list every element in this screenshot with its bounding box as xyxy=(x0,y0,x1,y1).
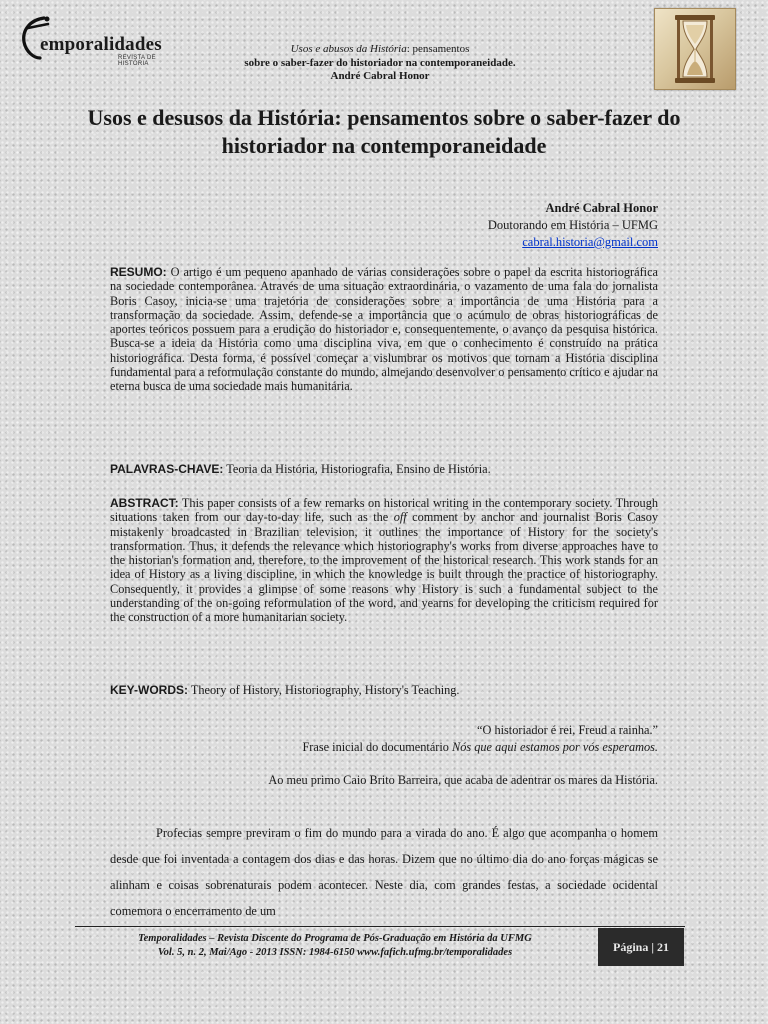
resumo-paragraph xyxy=(110,265,658,394)
running-header-line1 xyxy=(190,43,570,57)
body-paragraph: Profecias sempre previram o fim do mundo para a virada do ano. É algo que acompanha o homem desde que foi inventada a contagem dos dias e das horas. Dizem que no último dia do ano forças mágicas se alinham e coisas sobrenaturais podem acontecer. Neste dia, com grandes festas, a sociedade ocidental comemora o encerramento de um xyxy=(110,826,658,918)
abstract-paragraph xyxy=(110,496,658,625)
abstract-off-word: off xyxy=(393,510,407,525)
journal-logo xyxy=(18,10,178,67)
footer-journal-line: Temporalidades – Revista Discente do Programa de Pós-Graduação em História da UFMG xyxy=(138,933,532,944)
epigraph-quote: “O historiador é rei, Freud a rainha.” xyxy=(477,723,658,737)
author-block xyxy=(488,200,658,251)
palavras-chave-text: Teoria da História, Historiografia, Ensino de História. xyxy=(226,462,491,476)
keywords-label: KEY-WORDS: xyxy=(110,683,188,697)
running-header xyxy=(190,43,570,84)
hourglass-icon xyxy=(655,9,735,89)
epigraph xyxy=(302,722,658,756)
abstract-text-part2: comment by anchor and journalist Boris Casoy mistakenly broadcasted in Brazilian television, it outlines the importance of History for the society's transformation. Thus, it defends the relevance which historiography's works from diverse approaches have to the historian's formation and, therefore, to the improvement of the historical research. This work stands for an idea of History as a living discipline, in which the knowledge is built through the practice of historiography. Consequently, it provides a glimpse of some reasons why History is such a fundamental subject to the understanding of the on-going reformulation of the word, and yearns for developing the criticism required for the construction of a more humanitarian society. xyxy=(110,510,658,625)
author-affiliation: Doutorando em História – UFMG xyxy=(487,218,658,232)
epigraph-documentary-title: Nós que aqui estamos por vós esperamos. xyxy=(452,740,658,754)
abstract-label: ABSTRACT: xyxy=(110,496,179,510)
running-header-title-rest: : pensamentos xyxy=(406,43,470,55)
footer-citation xyxy=(75,932,595,959)
palavras-chave-paragraph xyxy=(110,462,658,476)
article-title: Usos e desusos da História: pensamentos sobre o saber-fazer do historiador na contemporaneidade xyxy=(87,105,681,158)
page-number-badge: Página | 21 xyxy=(598,928,684,966)
keywords-text: Theory of History, Historiography, History's Teaching. xyxy=(190,683,460,697)
keywords-paragraph xyxy=(110,683,658,697)
footer-volume-line: Vol. 5, n. 2, Mai/Ago - 2013 ISSN: 1984-6150 www.fafich.ufmg.br/temporalidades xyxy=(157,946,513,958)
logo-wordmark: emporalidades xyxy=(40,34,162,55)
abstract-text-part1: This paper consists of a few remarks on historical writing in the contemporary society. Through situations taken from our day-to-day life, such as the xyxy=(110,496,658,525)
resumo-label: RESUMO: xyxy=(110,265,167,279)
palavras-chave-label: PALAVRAS-CHAVE: xyxy=(110,462,224,476)
running-header-line2: sobre o saber-fazer do historiador na contemporaneidade. xyxy=(244,56,516,69)
footer-divider xyxy=(75,926,685,927)
epigraph-source xyxy=(302,739,658,756)
logo-subtitle: REVISTA DE HISTÓRIA xyxy=(118,55,156,67)
resumo-text: O artigo é um pequeno apanhado de várias considerações sobre o papel da escrita historiográfica na sociedade contemporânea. Através de uma situação extraordinária, o vazamento de uma fala do jornalista Boris Casoy, inicia-se uma trajetória de considerações sobre a importância de uma História para a transformação da sociedade. Assim, defende-se a importância que o acúmulo de obras historiográficas de aportes teóricos possuem para a erudição do historiador e, consequentemente, o avanço da pesquisa histórica. Busca-se a ideia da História como uma disciplina viva, em que o conhecimento é construído na prática historiográfica. Desta forma, é possível começar a vislumbrar os motivos que tornam a História disciplina fundamental para a reformulação constante do mundo, almejando desenvolver o pensamento crítico e ajudar na eterna busca de uma sociedade mais humanitária. xyxy=(110,265,659,394)
epigraph-source-prefix: Frase inicial do documentário xyxy=(302,740,453,754)
running-header-author: André Cabral Honor xyxy=(330,70,430,82)
author-email-link[interactable]: cabral.historia@gmail.com xyxy=(522,235,658,249)
hourglass-image xyxy=(654,8,736,90)
dedication: Ao meu primo Caio Brito Barreira, que acaba de adentrar os mares da História. xyxy=(268,773,658,787)
author-name: André Cabral Honor xyxy=(545,201,658,215)
running-header-short-title: Usos e abusos da História xyxy=(290,43,407,55)
